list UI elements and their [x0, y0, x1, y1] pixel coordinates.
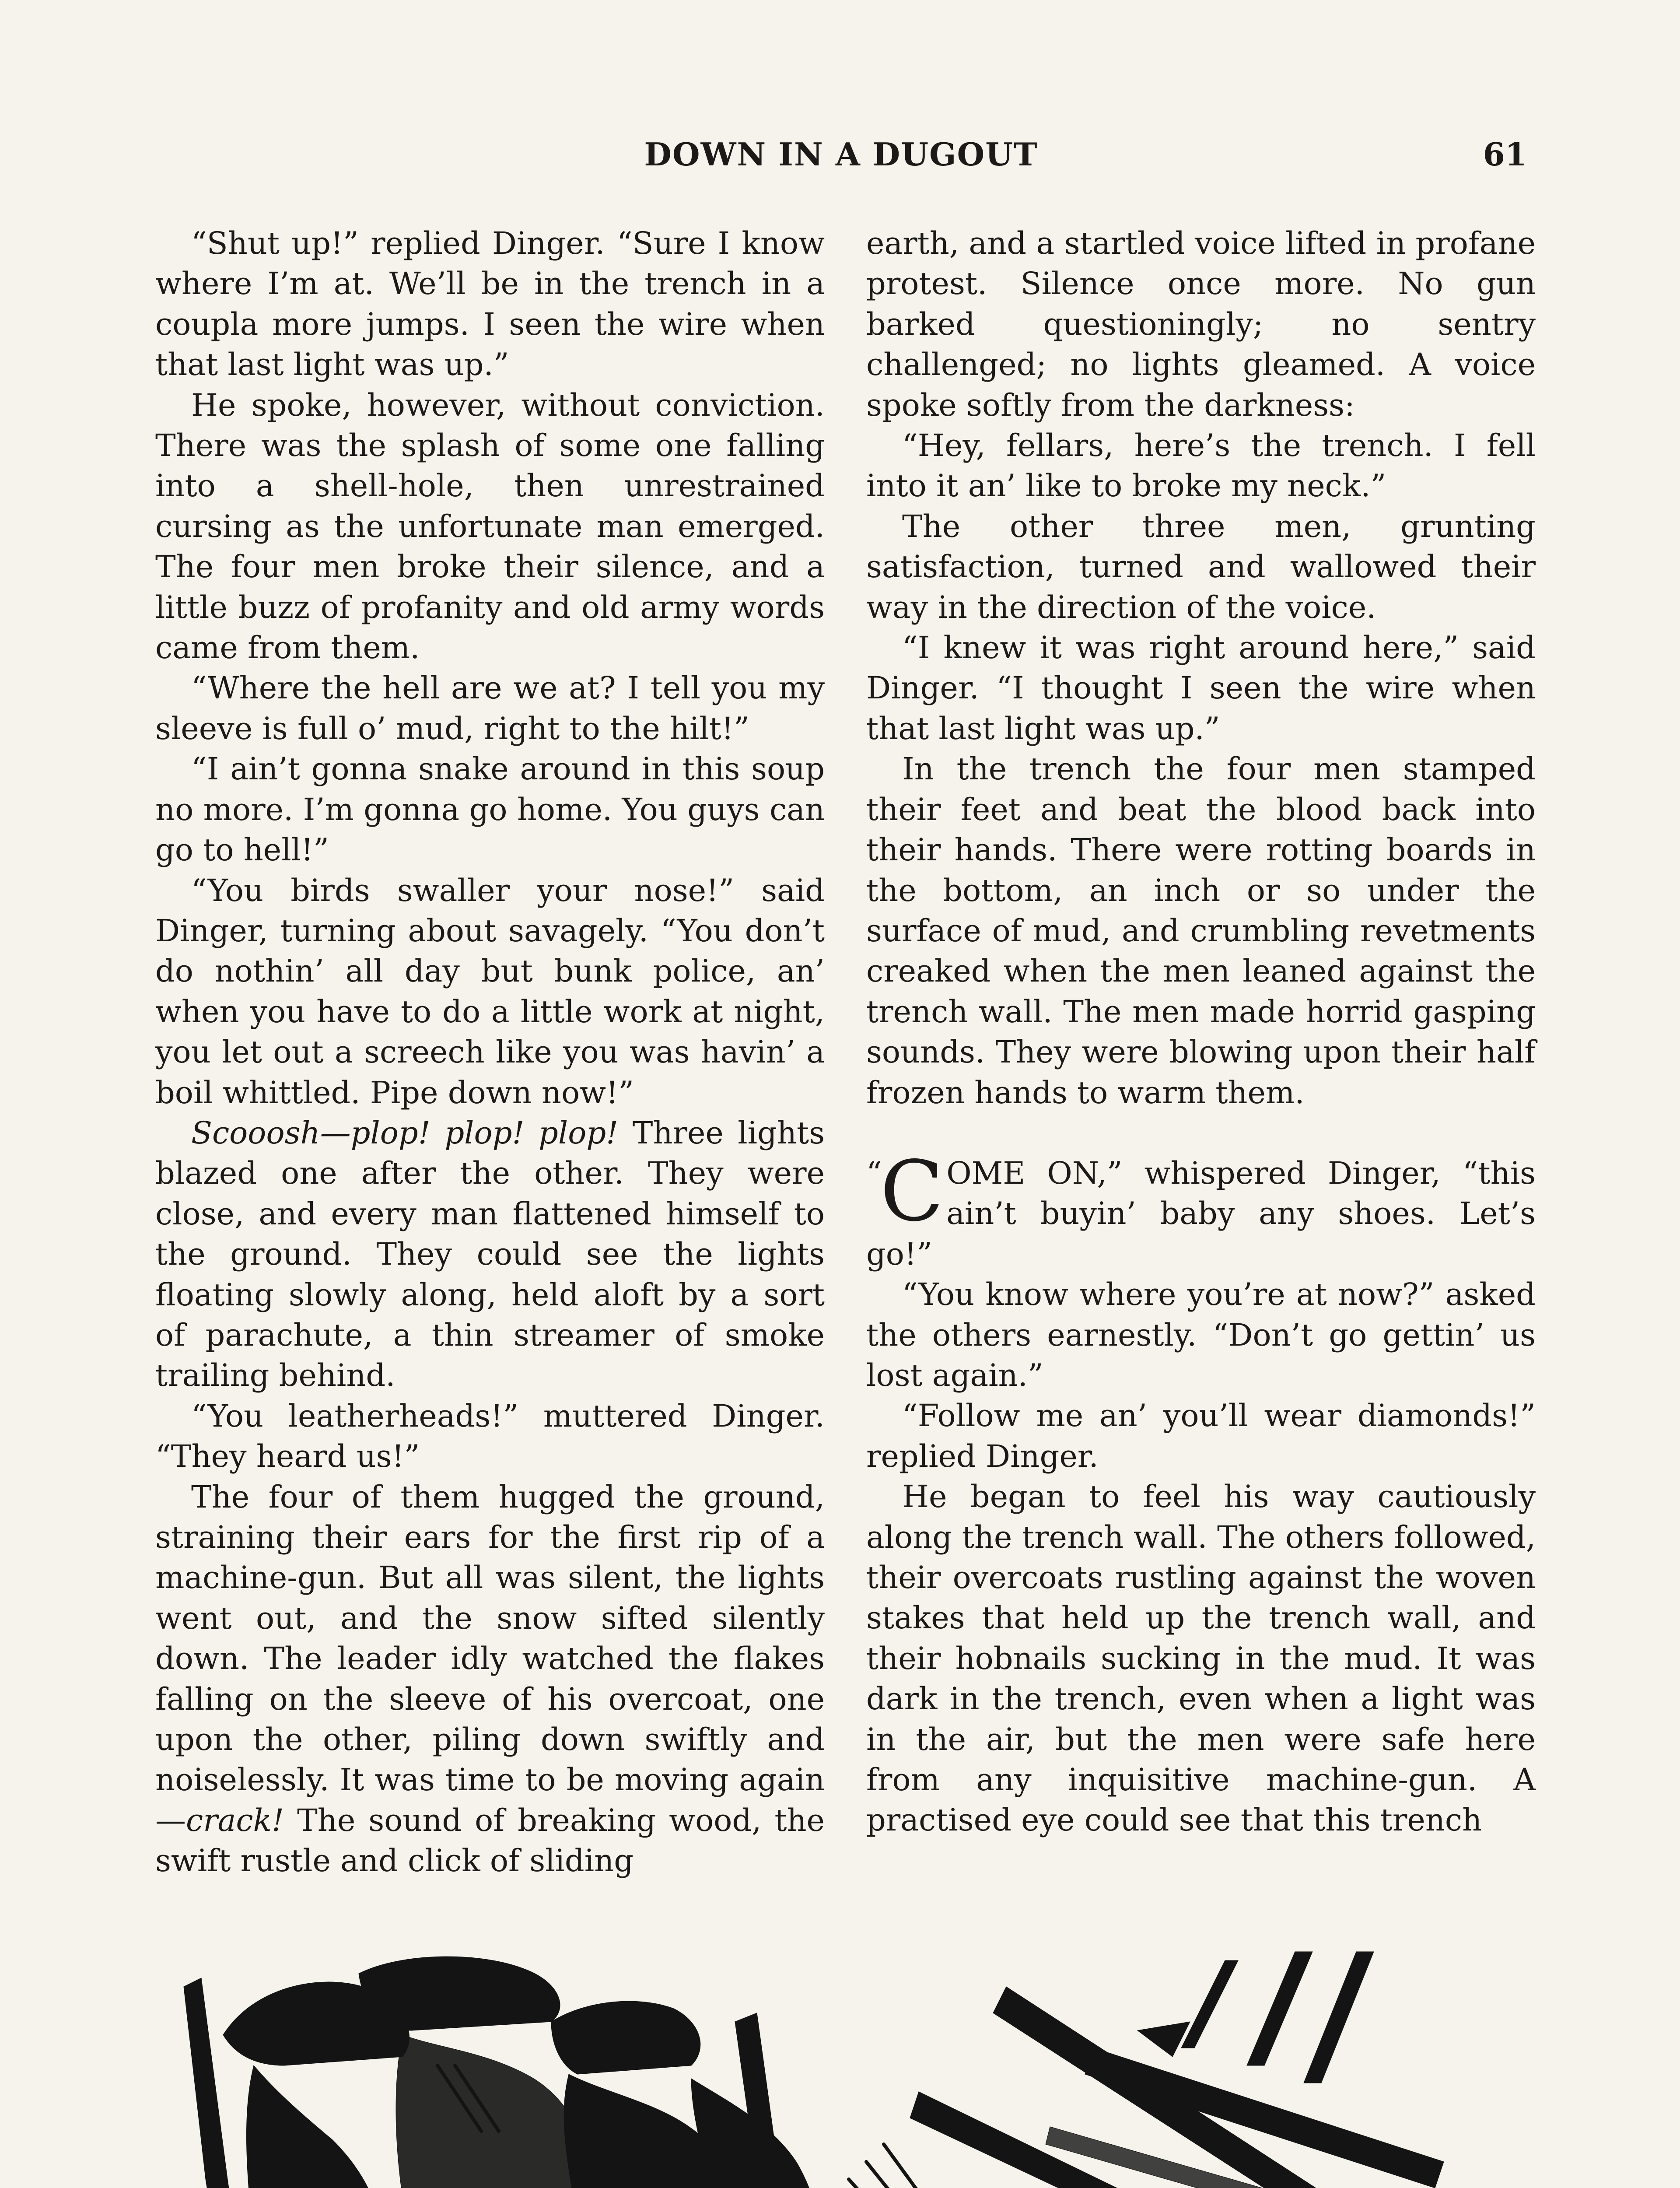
paragraph	[155, 1113, 825, 1396]
sound-effect-text: crack!	[186, 1802, 284, 1838]
running-header	[155, 136, 1527, 184]
paragraph: “Shut up!” replied Dinger. “Sure I know where I’m at. We’ll be in the trench in a coupla more jumps. I seen the wire when that last light was up.”	[155, 225, 825, 383]
small-caps-lead: OME ON,	[946, 1155, 1107, 1191]
page-number: 61	[1483, 136, 1527, 173]
paragraph-text: The sound of breaking wood, the swift rustle and click of sliding	[155, 1802, 825, 1879]
running-title: DOWN IN A DUGOUT	[644, 136, 1038, 173]
paragraph: In the trench the four men stamped their feet and beat the blood back into their hands. There were rotting boards in the bottom, an inch or so under the surface of mud, and crumbling revetments creaked when the men leaned against the trench wall. The men made horrid gasping sounds. They were blowing upon their half frozen hands to warm them.	[866, 751, 1536, 1111]
paragraph: “You leatherheads!” muttered Dinger. “They heard us!”	[155, 1398, 825, 1475]
paragraph: “You birds swaller your nose!” said Dinger, turning about savagely. “You don’t do nothin’ all day but bunk police, an’ when you have to do a little work at night, you let out a screech like you was havin’ a boil whittled. Pipe down now!”	[155, 872, 825, 1111]
drop-cap: C	[880, 1143, 944, 1240]
paragraph: “Follow me an’ you’ll wear diamonds!” replied Dinger.	[866, 1398, 1536, 1474]
paragraph: “I ain’t gonna snake around in this soup no more. I’m gonna go home. You guys can go to hell!”	[155, 751, 825, 868]
paragraph: “Where the hell are we at? I tell you my sleeve is full o’ mud, right to the hilt!”	[155, 670, 825, 747]
paragraph-text: Three lights blazed one after the other. They were close, and every man flattened himself to the ground. They could see the lights floating slowly along, held aloft by a sort of parachute, a thin streamer of smoke trailing behind.	[155, 1115, 825, 1394]
paragraph-text: ” whispered Dinger, “this ain’t buyin’ baby any shoes. Let’s go!”	[866, 1155, 1536, 1272]
paragraph: The other three men, grunting satisfaction, turned and wallowed their way in the direction of the voice.	[866, 508, 1536, 625]
paragraph	[155, 1477, 825, 1881]
trench-illustration	[175, 1934, 1522, 2188]
paragraph: “You know where you’re at now?” asked the others earnestly. “Don’t go gettin’ us lost again.”	[866, 1276, 1536, 1393]
paragraph: “Hey, fellars, here’s the trench. I fell into it an’ like to broke my neck.”	[866, 428, 1536, 504]
paragraph: earth, and a startled voice lifted in profane protest. Silence once more. No gun barked questioningly; no sentry challenged; no lights gleamed. A voice spoke softly from the darkness:	[866, 225, 1536, 423]
section-opening-paragraph	[866, 1143, 1536, 1274]
left-column	[155, 223, 825, 1881]
paragraph: He began to feel his way cautiously along the trench wall. The others followed, their overcoats rustling against the woven stakes that held up the trench wall, and their hobnails sucking in the mud. It was dark in the trench, even when a light was in the air, but the men were safe here from any inquisitive machine-gun. A practised eye could see that this trench	[866, 1479, 1536, 1838]
paragraph: He spoke, however, without conviction. There was the splash of some one falling into a shell-hole, then unrestrained cursing as the unfortunate man emerged. The four men broke their silence, and a little buzz of profanity and old army words came from them.	[155, 387, 825, 666]
paragraph-text: The four of them hugged the ground, straining their ears for the first rip of a machine-gun. But all was silent, the lights went out, and the snow sifted silently down. The leader idly watched the flakes falling on the sleeve of his overcoat, one upon the other, piling down swiftly and noiselessly. It was time to be moving again—	[155, 1479, 825, 1838]
sound-effect-text: Scooosh—plop! plop! plop!	[191, 1115, 619, 1151]
right-column	[866, 223, 1536, 1841]
paragraph: “I knew it was right around here,” said Dinger. “I thought I seen the wire when that last light was up.”	[866, 630, 1536, 747]
open-quote: “	[866, 1155, 882, 1191]
